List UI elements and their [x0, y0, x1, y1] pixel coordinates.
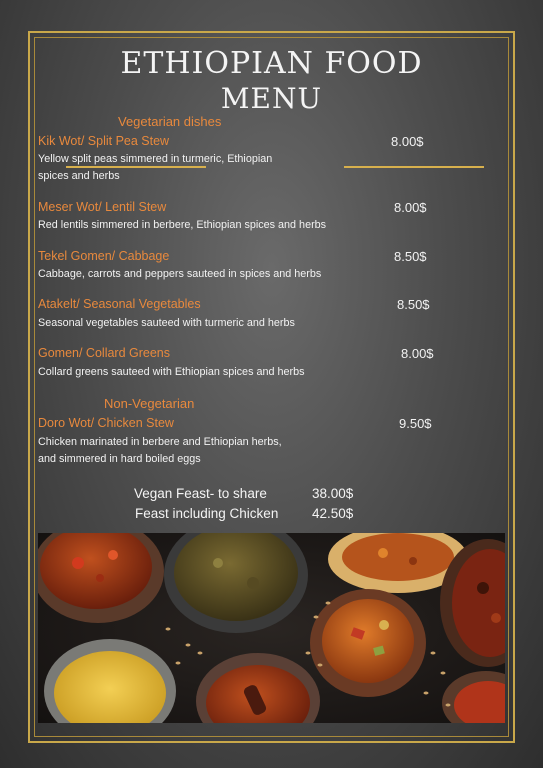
menu-title: ETHIOPIAN FOOD	[120, 46, 423, 81]
food-photo	[38, 533, 505, 723]
menu-subtitle: MENU	[220, 82, 323, 115]
menu-item-price: 8.00$	[391, 134, 424, 149]
section-heading-vegetarian: Vegetarian dishes	[118, 114, 222, 129]
food-bowls-illustration	[38, 533, 505, 723]
menu-item-description: Seasonal vegetables sauteed with turmeric and herbs	[38, 317, 295, 329]
menu-item-name: Meser Wot/ Lentil Stew	[38, 200, 167, 214]
feast-price: 38.00$	[312, 486, 354, 501]
menu-item-description: Red lentils simmered in berbere, Ethiopian spices and herbs	[38, 219, 327, 231]
decorative-underline	[66, 166, 206, 168]
menu-item-name: Atakelt/ Seasonal Vegetables	[38, 297, 201, 311]
decorative-underline	[344, 166, 484, 168]
menu-item-description: Yellow split peas simmered in turmeric, Ethiopian spices and herbs	[38, 153, 273, 182]
menu-item-name: Tekel Gomen/ Cabbage	[38, 249, 170, 263]
feast-price: 42.50$	[312, 506, 354, 521]
menu-item-price: 8.50$	[394, 249, 427, 264]
menu-item-name: Doro Wot/ Chicken Stew	[38, 416, 174, 430]
feast-label: Feast including Chicken	[135, 506, 279, 521]
menu-item-name: Gomen/ Collard Greens	[38, 346, 171, 360]
menu-item-price: 8.50$	[397, 297, 430, 312]
menu-item-name: Kik Wot/ Split Pea Stew	[38, 134, 170, 148]
menu-item-price: 9.50$	[399, 416, 432, 431]
menu-item-price: 8.00$	[394, 200, 427, 215]
section-heading-non-vegetarian: Non-Vegetarian	[104, 396, 195, 411]
feast-label: Vegan Feast- to share	[134, 486, 267, 501]
menu-item-price: 8.00$	[401, 346, 434, 361]
menu-item-description: Collard greens sauteed with Ethiopian spices and herbs	[38, 366, 305, 378]
menu-item-description: Chicken marinated in berbere and Ethiopian herbs, and simmered in hard boiled eggs	[38, 436, 282, 465]
menu-item-description: Cabbage, carrots and peppers sauteed in spices and herbs	[38, 268, 322, 280]
